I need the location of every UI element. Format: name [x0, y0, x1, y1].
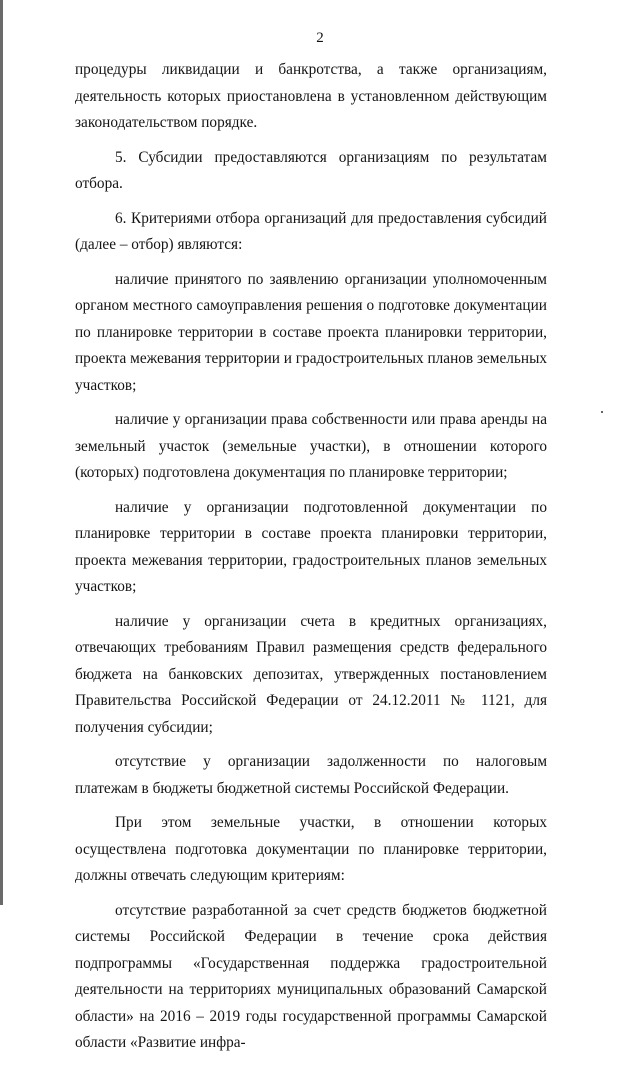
criterion-no-tax-debt: отсутствие у организации задолженности по налоговым платежам в бюджеты бюджетной системы Российской Федерации. [75, 753, 547, 797]
page-number: 2 [316, 30, 324, 46]
land-plot-criterion-1: отсутствие разработанной за счет средств бюджетов бюджетной системы Российской Федерации в течение срока действия подпрограммы «Государственная поддержка градостроительной деятельности на территориях муниципальных образований Самарской области» на 2016 – 2019 годы государственной программы Самарской области «Развитие инфра- [75, 901, 547, 1051]
scan-speck [601, 411, 603, 413]
scan-left-edge [0, 0, 3, 905]
document-body [75, 57, 547, 1065]
paragraph-item-6: 6. Критериями отбора организаций для предоставления субсидий (далее – отбор) являются: [75, 209, 547, 253]
criterion-decision: наличие принятого по заявлению организации уполномоченным органом местного самоуправления решения о подготовке документации по планировке территории в составе проекта планировки территории, проекта межевания территории и градостроительных планов земельных участков; [75, 270, 547, 394]
paragraph-continuation: процедуры ликвидации и банкротства, а также организациям, деятельность которых приостановлена в установленном действующим законодательством порядке. [75, 61, 547, 131]
criterion-documentation: наличие у организации подготовленной документации по планировке территории в составе проекта планировки территории, проекта межевания территории, градостроительных планов земельных участков; [75, 498, 547, 595]
criterion-bank-account: наличие у организации счета в кредитных организациях, отвечающих требованиям Правил размещения средств федерального бюджета на банковских депозитах, утвержденных постановлением Правительства Российской Федерации от 24.12.2011 № 1121, для получения субсидии; [75, 612, 547, 736]
criterion-land-rights: наличие у организации права собственности или права аренды на земельный участок (земельные участки), в отношении которого (которых) подготовлена документация по планировке территории; [75, 411, 547, 481]
land-plot-criteria-intro: При этом земельные участки, в отношении которых осуществлена подготовка документации по планировке территории, должны отвечать следующим критериям: [75, 814, 547, 884]
paragraph-item-5: 5. Субсидии предоставляются организациям по результатам отбора. [75, 148, 547, 192]
